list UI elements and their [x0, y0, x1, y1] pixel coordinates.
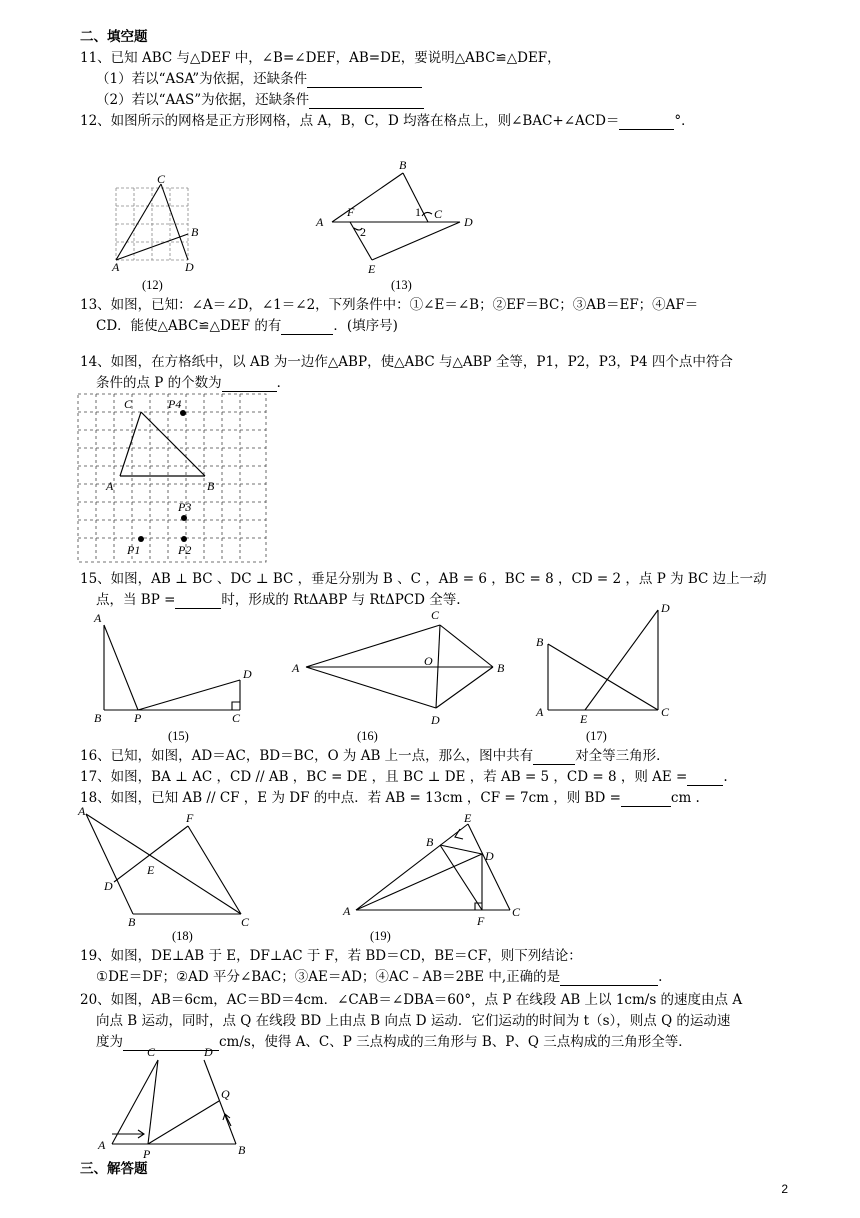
q19-answer-blank[interactable]	[560, 971, 658, 986]
figure-15	[92, 610, 262, 730]
fig16-label-C: C	[431, 608, 440, 622]
fig13-label-F: F	[347, 205, 355, 219]
caption-19: (19)	[370, 929, 391, 943]
fig12-label-C: C	[157, 172, 166, 186]
fig19-label-F: F	[477, 914, 485, 928]
fig17-label-A: A	[536, 705, 544, 719]
caption-17: (17)	[586, 729, 607, 743]
q11-answer-blank-1[interactable]	[307, 73, 422, 88]
q16-answer-blank[interactable]	[533, 750, 575, 765]
figure-19	[340, 812, 540, 932]
fig14-label-C: C	[124, 397, 133, 411]
caption-15: (15)	[168, 729, 189, 743]
q14-stem-line1: 14、如图，在方格纸中，以 AB 为一边作△ABP，使△ABC 与△ABP 全等，P1，P2，P3，P4 四个点中符合	[80, 354, 733, 370]
fig18-label-F: F	[186, 811, 194, 825]
q15-stem-line1: 15、如图，AB ⊥ BC 、DC ⊥ BC ，垂足分别为 B 、C ，AB = 6 ，BC = 8 ，CD = 2 ，点 P 为 BC 边上一动	[80, 571, 767, 587]
section-heading-solve: 三、解答题	[80, 1161, 148, 1177]
figure-17	[530, 598, 690, 728]
q17-answer-blank[interactable]	[687, 771, 723, 786]
fig17-label-C: C	[661, 705, 670, 719]
fig14-label-A: A	[106, 479, 114, 493]
fig16-label-D: D	[431, 713, 440, 727]
fig13-label-A: A	[316, 215, 324, 229]
fig18-label-E: E	[147, 863, 155, 877]
q11-stem: 11、已知 ABC 与△DEF 中，∠B=∠DEF，AB=DE，要说明△ABC≌△DEF，	[80, 50, 561, 66]
fig19-label-D: D	[485, 849, 494, 863]
q11-sub2: （2）若以“AAS”为依据，还缺条件	[96, 91, 424, 109]
fig12-label-D: D	[185, 260, 194, 274]
fig20-label-Q: Q	[221, 1087, 230, 1101]
fig14-label-P1: P1	[127, 543, 141, 557]
q18-stem: 18、如图，已知 AB // CF ，E 为 DF 的中点．若 AB = 13cm ，CF = 7cm ，则 BD = cm .	[80, 790, 700, 806]
fig17-label-D: D	[661, 601, 670, 615]
caption-18: (18)	[172, 929, 193, 943]
fig16-label-O: O	[424, 654, 433, 668]
q14-answer-blank[interactable]	[222, 377, 277, 392]
fig19-label-E: E	[464, 811, 472, 825]
fig15-label-B: B	[94, 711, 102, 725]
fig17-label-B: B	[536, 635, 544, 649]
q12-answer-blank[interactable]	[619, 115, 674, 130]
fig19-label-B: B	[426, 835, 434, 849]
fig15-label-C: C	[232, 711, 241, 725]
figure-13	[310, 158, 490, 278]
q11-answer-blank-2[interactable]	[309, 94, 424, 109]
fig14-label-P4: P4	[168, 397, 182, 411]
q20-stem-line2: 向点 B 运动，同时，点 Q 在线段 BD 上由点 B 向点 D 运动．它们运动的时间为 t（s），则点 Q 的运动速	[96, 1013, 731, 1029]
fig13-label-B: B	[399, 158, 407, 172]
figure-14	[78, 394, 268, 564]
fig20-label-P: P	[143, 1147, 151, 1161]
fig18-label-B: B	[128, 915, 136, 929]
q14-stem-line2: 条件的点 P 的个数为 ．	[96, 375, 291, 391]
fig19-label-C: C	[512, 905, 521, 919]
fig19-label-A: A	[343, 904, 351, 918]
q13-stem-line2: CD．能使△ABC≌△DEF 的有 ．(填序号)	[96, 318, 398, 334]
figure-18	[78, 806, 268, 931]
figure-12	[112, 172, 202, 274]
fig18-label-D: D	[104, 879, 113, 893]
q17-stem: 17、如图，BA ⊥ AC ，CD // AB ，BC = DE ，且 BC ⊥ DE ，若 AB = 5 ，CD = 8 ，则 AE = .	[80, 769, 728, 785]
fig15-label-A: A	[94, 611, 102, 625]
q18-answer-blank[interactable]	[621, 792, 671, 807]
q20-stem-line1: 20、如图，AB＝6cm，AC＝BD＝4cm．∠CAB＝∠DBA＝60°，点 P 在线段 AB 上以 1cm/s 的速度由点 A	[80, 992, 743, 1008]
fig15-label-P: P	[134, 711, 142, 725]
fig13-label-1: 1	[415, 205, 421, 219]
fig20-label-D: D	[204, 1045, 213, 1059]
fig20-label-C: C	[147, 1045, 156, 1059]
q13-answer-blank[interactable]	[281, 320, 333, 335]
fig18-label-C: C	[241, 915, 250, 929]
caption-16: (16)	[357, 729, 378, 743]
q19-stem-line1: 19、如图，DE⊥AB 于 E，DF⊥AC 于 F，若 BD＝CD，BE＝CF，则下列结论：	[80, 948, 582, 964]
q20-stem-line3: 度为 cm/s，使得 A、C、P 三点构成的三角形与 B、P、Q 三点构成的三角形全等．	[96, 1034, 692, 1050]
q15-stem-line2: 点，当 BP = 时，形成的 RtΔABP 与 RtΔPCD 全等.	[96, 592, 461, 608]
caption-12: (12)	[142, 278, 163, 292]
q13-stem-line1: 13、如图，已知：∠A＝∠D，∠1＝∠2，下列条件中：①∠E＝∠B；②EF＝BC；③AB＝EF；④AF＝	[80, 297, 699, 313]
section-heading-fill-blank: 二、填空题	[80, 29, 148, 45]
q12-stem: 12、如图所示的网格是正方形网格，点 A，B，C，D 均落在格点上，则∠BAC+∠ACD＝ °．	[80, 113, 695, 129]
fig16-label-B: B	[497, 661, 505, 675]
fig13-label-2: 2	[360, 225, 366, 239]
figure-20	[92, 1046, 262, 1164]
q16-stem: 16、已知，如图，AD＝AC，BD＝BC，O 为 AB 上一点，那么，图中共有 对全等三角形．	[80, 748, 670, 764]
q19-stem-line2: ①DE＝DF；②AD 平分∠BAC；③AE＝AD；④AC﹣AB＝2BE 中,正确的是 .	[96, 969, 663, 985]
caption-13: (13)	[391, 278, 412, 292]
page-number: 2	[781, 1182, 788, 1196]
q11-sub1: （1）若以“ASA”为依据，还缺条件	[96, 70, 422, 88]
fig14-label-P2: P2	[178, 543, 192, 557]
fig15-label-D: D	[243, 667, 252, 681]
fig17-label-E: E	[580, 712, 588, 726]
fig20-label-A: A	[98, 1138, 106, 1152]
fig12-label-B: B	[191, 225, 199, 239]
fig13-label-C: C	[434, 207, 443, 221]
figure-16	[290, 605, 515, 730]
fig16-label-A: A	[292, 661, 300, 675]
fig18-label-A: A	[78, 804, 86, 818]
fig14-label-B: B	[207, 479, 215, 493]
fig13-label-E: E	[368, 262, 376, 276]
fig12-label-A: A	[112, 260, 120, 274]
fig14-label-P3: P3	[178, 500, 192, 514]
fig13-label-D: D	[464, 215, 473, 229]
fig20-label-B: B	[238, 1143, 246, 1157]
q15-answer-blank[interactable]	[175, 594, 221, 609]
